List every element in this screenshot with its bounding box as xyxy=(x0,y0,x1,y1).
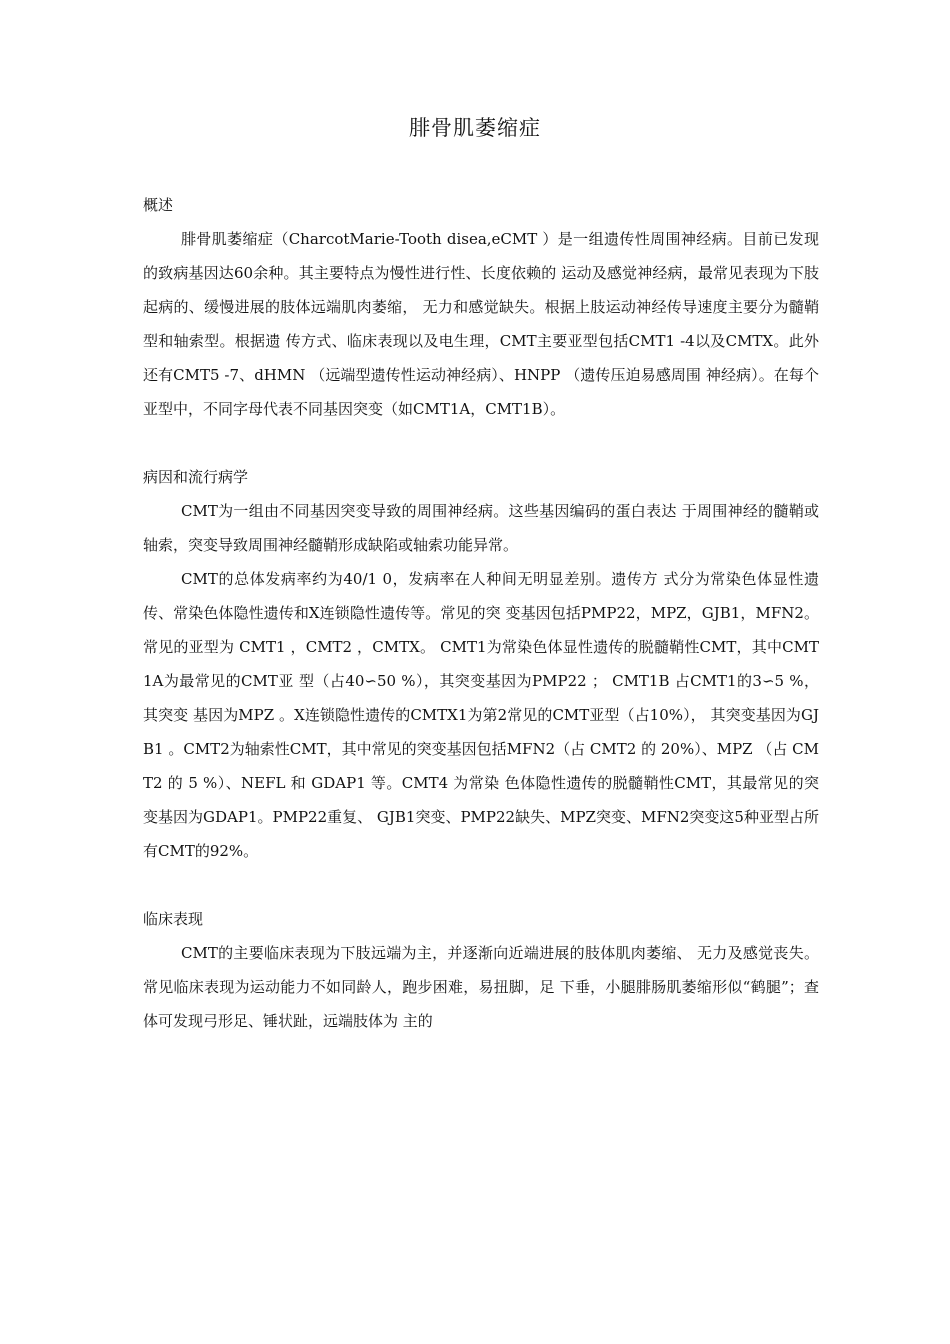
overview-paragraph: 腓骨肌萎缩症（CharcotMarie-Tooth disea,eCMT ）是一组遗传性周围神经病。目前已发现的致病基因达60余种。其主要特点为慢性进行性、长度依赖的 运动及感觉神经病，最常见表现为下肢起病的、缓慢进展的肢体远端肌肉萎缩， 无力和感觉缺失。根据上肢运动神经传导速度主要分为髓鞘型和轴索型。根据遗 传方式、临床表现以及电生理，CMT主要亚型包括CMT1 -4以及CMTX。此外 还有CMT5 -7、dHMN （远端型遗传性运动神经病）、HNPP （遗传压迫易感周围 神经病）。在每个亚型中，不同字母代表不同基因突变（如CMT1A，CMT1B）。 xyxy=(143,230,819,418)
section-heading-clinical: 临床表现 xyxy=(143,910,204,928)
section-clinical xyxy=(143,902,819,1038)
section-spacer xyxy=(143,426,819,460)
document-title: 腓骨肌萎缩症 xyxy=(409,116,541,140)
section-etiology xyxy=(143,460,819,868)
etiology-paragraph-1: CMT为一组由不同基因突变导致的周围神经病。这些基因编码的蛋白表达 于周围神经的髓鞘或轴索，突变导致周围神经髓鞘形成缺陷或轴索功能异常。 xyxy=(143,502,819,554)
section-heading-overview: 概述 xyxy=(143,196,174,214)
section-spacer xyxy=(143,868,819,902)
clinical-paragraph: CMT的主要临床表现为下肢远端为主，并逐渐向近端进展的肢体肌肉萎缩、 无力及感觉丧失。常见临床表现为运动能力不如同龄人，跑步困难，易扭脚，足 下垂，小腿腓肠肌萎缩形似“鹤腿”；查体可发现弓形足、锤状趾，远端肢体为 主的 xyxy=(143,944,819,1030)
section-overview xyxy=(143,188,819,426)
section-heading-etiology: 病因和流行病学 xyxy=(143,468,249,486)
document-body xyxy=(143,188,819,1038)
etiology-paragraph-2: CMT的总体发病率约为40/1 0，发病率在人种间无明显差别。遗传方 式分为常染色体显性遗传、常染色体隐性遗传和X连锁隐性遗传等。常见的突 变基因包括PMP22，MPZ，GJB1，MFN2。常见的亚型为 CMT1 ，CMT2 ，CMTX。 CMT1为常染色体显性遗传的脱髓鞘性CMT，其中CMT1A为最常见的CMT亚 型（占40∽50 %），其突变基因为PMP22 ； CMT1B 占CMT1的3∽5 %，其突变 基因为MPZ 。X连锁隐性遗传的CMTX1为第2常见的CMT亚型（占10%）， 其突变基因为GJB1 。CMT2为轴索性CMT，其中常见的突变基因包括MFN2（占 CMT2 的 20%）、MPZ （占 CMT2 的 5 %）、NEFL 和 GDAP1 等。CMT4 为常染 色体隐性遗传的脱髓鞘性CMT，其最常见的突变基因为GDAP1。PMP22重复、 GJB1突变、PMP22缺失、MPZ突变、MFN2突变这5种亚型占所有CMT的92%。 xyxy=(143,570,819,860)
